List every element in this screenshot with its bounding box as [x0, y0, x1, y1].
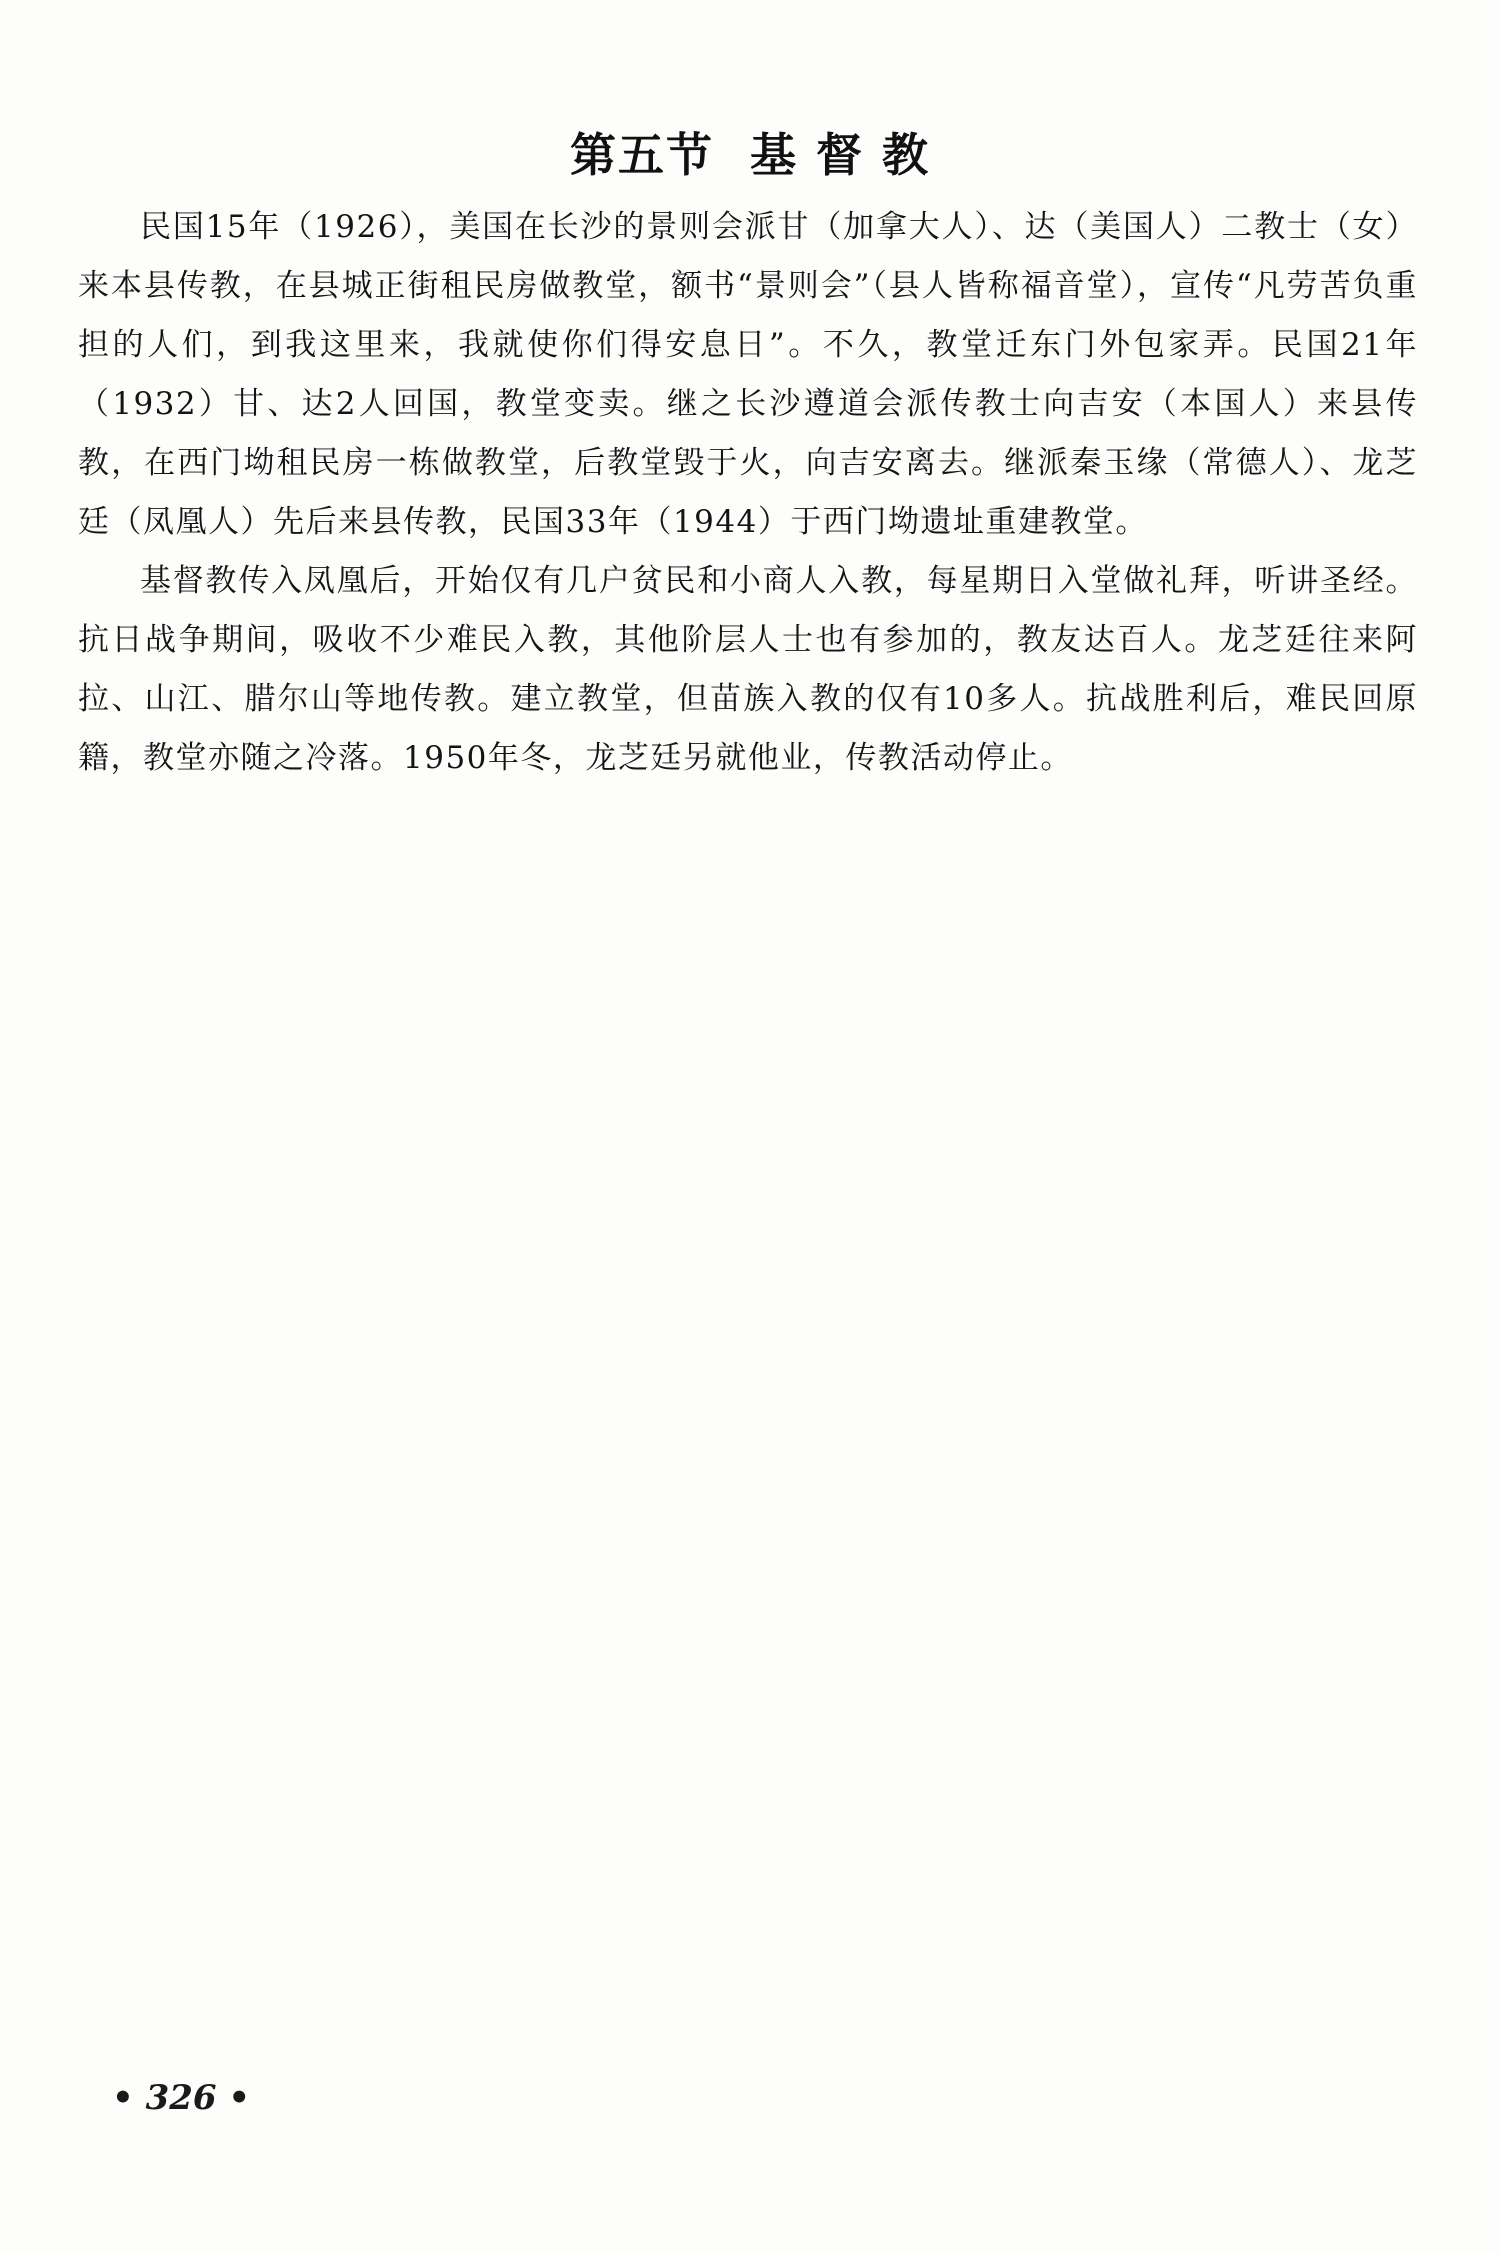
paragraph-2: 基督教传入凤凰后，开始仅有几户贫民和小商人入教，每星期日入堂做礼拜，听讲圣经。抗日战争期间，吸收不少难民入教，其他阶层人士也有参加的，教友达百人。龙芝廷往来阿拉、山江、腊尔山等地传教。建立教堂，但苗族入教的仅有10多人。抗战胜利后，难民回原籍，教堂亦随之冷落。1950年冬，龙芝廷另就他业，传教活动停止。 — [78, 563, 1418, 776]
body-text — [78, 198, 1418, 788]
paragraph-1: 民国15年（1926），美国在长沙的景则会派甘（加拿大人）、达（美国人）二教士（女）来本县传教，在县城正街租民房做教堂，额书“景则会”（县人皆称福音堂），宣传“凡劳苦负重担的人们，到我这里来，我就使你们得安息日”。不久，教堂迁东门外包家弄。民国21年（1932）甘、达2人回国，教堂变卖。继之长沙遵道会派传教士向吉安（本国人）来县传教，在西门坳租民房一栋做教堂，后教堂毁于火，向吉安离去。继派秦玉缘（常德人）、龙芝廷（凤凰人）先后来县传教，民国33年（1944）于西门坳遗址重建教堂。 — [78, 209, 1418, 540]
page-number: • 326 • — [112, 2078, 251, 2118]
section-title: 第五节 基 督 教 — [569, 127, 931, 182]
